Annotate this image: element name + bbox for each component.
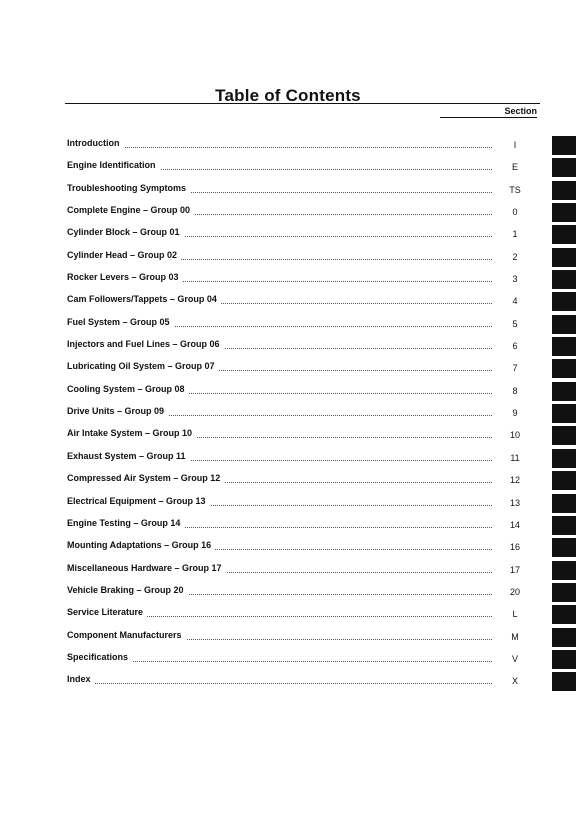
toc-entry[interactable]: [67, 426, 537, 448]
toc-entry[interactable]: [67, 337, 537, 359]
toc-entry-title: Lubricating Oil System – Group 07: [67, 361, 219, 371]
thumb-tab[interactable]: [552, 650, 576, 669]
toc-entry[interactable]: [67, 315, 537, 337]
toc-entry[interactable]: [67, 203, 537, 225]
toc-section-code: L: [512, 609, 518, 620]
thumb-tab[interactable]: [552, 270, 576, 289]
thumb-tab[interactable]: [552, 471, 576, 490]
toc-entry-title: Component Manufacturers: [67, 630, 186, 640]
toc-section-code: 3: [512, 274, 518, 285]
toc-entry-title: Air Intake System – Group 10: [67, 428, 196, 438]
thumb-tab[interactable]: [552, 292, 576, 311]
toc-section-code: 9: [512, 408, 518, 419]
toc-section-code: 10: [509, 430, 520, 441]
thumb-tab[interactable]: [552, 248, 576, 267]
toc-entry-title: Injectors and Fuel Lines – Group 06: [67, 339, 224, 349]
toc-section-code: 20: [509, 586, 520, 597]
toc-entry-title: Miscellaneous Hardware – Group 17: [67, 563, 226, 573]
thumb-tab[interactable]: [552, 605, 576, 624]
toc-entry[interactable]: [67, 449, 537, 471]
toc-entry[interactable]: [67, 158, 537, 180]
toc-entry-title: Exhaust System – Group 11: [67, 451, 190, 461]
thumb-tab[interactable]: [552, 158, 576, 177]
table-of-contents: [67, 136, 537, 695]
toc-section-code: M: [511, 631, 519, 642]
toc-entry-title: Compressed Air System – Group 12: [67, 473, 224, 483]
toc-entry[interactable]: [67, 225, 537, 247]
toc-entry[interactable]: [67, 605, 537, 627]
section-thumb-tabs: [552, 136, 576, 695]
toc-section-code: 6: [512, 341, 518, 352]
thumb-tab[interactable]: [552, 516, 576, 535]
toc-entry[interactable]: [67, 494, 537, 516]
toc-entry-title: Vehicle Braking – Group 20: [67, 585, 188, 595]
thumb-tab[interactable]: [552, 315, 576, 334]
toc-entry[interactable]: [67, 583, 537, 605]
toc-entry[interactable]: [67, 561, 537, 583]
toc-entry[interactable]: [67, 136, 537, 158]
thumb-tab[interactable]: [552, 225, 576, 244]
toc-section-code: I: [513, 140, 517, 150]
toc-section-code: 7: [512, 363, 518, 374]
thumb-tab[interactable]: [552, 426, 576, 445]
toc-entry-title: Cylinder Head – Group 02: [67, 250, 181, 260]
thumb-tab[interactable]: [552, 203, 576, 222]
toc-section-code: 16: [509, 542, 520, 553]
toc-section-code: 11: [510, 452, 520, 463]
toc-entry-title: Engine Identification: [67, 160, 160, 170]
thumb-tab[interactable]: [552, 672, 576, 691]
toc-entry-title: Engine Testing – Group 14: [67, 518, 184, 528]
thumb-tab[interactable]: [552, 181, 576, 200]
toc-entry[interactable]: [67, 382, 537, 404]
toc-section-code: 2: [512, 251, 518, 262]
thumb-tab[interactable]: [552, 449, 576, 468]
toc-entry[interactable]: [67, 181, 537, 203]
toc-entry-title: Introduction: [67, 138, 124, 148]
toc-section-code: E: [511, 162, 518, 173]
thumb-tab[interactable]: [552, 359, 576, 378]
thumb-tab[interactable]: [552, 337, 576, 356]
toc-section-code: 5: [512, 318, 518, 329]
toc-entry-title: Service Literature: [67, 607, 147, 617]
toc-entry[interactable]: [67, 404, 537, 426]
dot-leader: [67, 683, 492, 684]
toc-entry-title: Cam Followers/Tappets – Group 04: [67, 294, 221, 304]
dot-leader: [67, 147, 492, 148]
toc-entry-title: Cylinder Block – Group 01: [67, 227, 184, 237]
thumb-tab[interactable]: [552, 136, 576, 155]
toc-entry[interactable]: [67, 292, 537, 314]
thumb-tab[interactable]: [552, 628, 576, 647]
page-title: Table of Contents: [215, 86, 361, 106]
toc-entry[interactable]: [67, 672, 537, 694]
toc-entry-title: Rocker Levers – Group 03: [67, 272, 183, 282]
toc-entry-title: Troubleshooting Symptoms: [67, 183, 190, 193]
toc-section-code: 12: [509, 475, 520, 486]
thumb-tab[interactable]: [552, 382, 576, 401]
toc-entry[interactable]: [67, 516, 537, 538]
toc-entry[interactable]: [67, 471, 537, 493]
toc-entry-title: Index: [67, 674, 95, 684]
toc-entry[interactable]: [67, 650, 537, 672]
thumb-tab[interactable]: [552, 404, 576, 423]
toc-entry[interactable]: [67, 359, 537, 381]
header-rule: [65, 103, 540, 104]
toc-entry-title: Specifications: [67, 652, 132, 662]
toc-entry[interactable]: [67, 248, 537, 270]
toc-entry-title: Fuel System – Group 05: [67, 317, 174, 327]
toc-section-code: 14: [509, 519, 520, 530]
thumb-tab[interactable]: [552, 583, 576, 602]
thumb-tab[interactable]: [552, 494, 576, 513]
section-column-header: Section: [440, 106, 537, 118]
toc-entry-title: Cooling System – Group 08: [67, 384, 189, 394]
thumb-tab[interactable]: [552, 538, 576, 557]
toc-entry[interactable]: [67, 628, 537, 650]
toc-section-code: 8: [512, 385, 518, 396]
toc-section-code: 17: [509, 564, 520, 575]
toc-entry[interactable]: [67, 270, 537, 292]
toc-entry-title: Complete Engine – Group 00: [67, 205, 194, 215]
toc-section-code: 4: [512, 296, 518, 307]
thumb-tab[interactable]: [552, 561, 576, 580]
toc-entry-title: Mounting Adaptations – Group 16: [67, 540, 215, 550]
toc-section-code: 1: [512, 229, 518, 240]
toc-section-code: V: [511, 653, 518, 664]
toc-entry[interactable]: [67, 538, 537, 560]
toc-entry-title: Drive Units – Group 09: [67, 406, 168, 416]
toc-section-code: 13: [509, 497, 520, 508]
toc-entry-title: Electrical Equipment – Group 13: [67, 496, 210, 506]
toc-section-code: X: [511, 676, 518, 687]
toc-section-code: TS: [509, 184, 521, 195]
toc-section-code: 0: [512, 207, 518, 218]
